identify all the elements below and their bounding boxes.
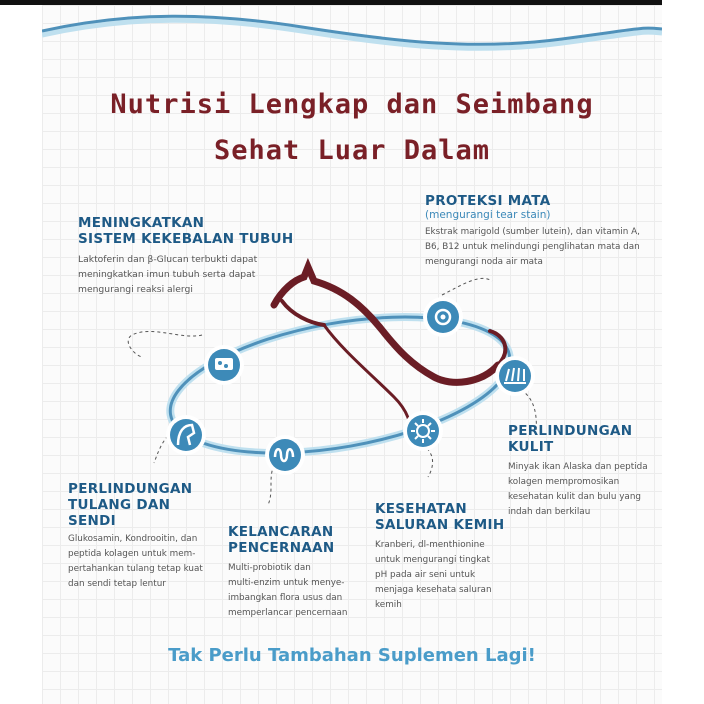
page-title: Nutrisi Lengkap dan Seimbang <box>110 89 594 120</box>
bone-body-line: peptida kolagen untuk mem- <box>68 549 196 559</box>
digestion-body-line: multi-enzim untuk menye- <box>228 578 345 588</box>
immune-body-line: mengurangi reaksi alergi <box>78 284 193 295</box>
immune-section <box>78 215 308 297</box>
bone-icon <box>166 415 206 455</box>
digestion-icon <box>265 435 305 475</box>
skin-heading-1: PERLINDUNGAN <box>508 423 633 439</box>
eye-section <box>425 193 657 270</box>
bone-body-line: dan sendi tetap lentur <box>68 579 166 589</box>
urinary-icon <box>403 411 443 451</box>
cat-silhouette <box>274 267 505 437</box>
eye-icon <box>423 297 463 337</box>
digestion-section <box>228 524 378 621</box>
digestion-body <box>228 561 378 621</box>
bone-body <box>68 532 228 592</box>
right-margin <box>662 0 704 704</box>
digestion-body-line: imbangkan flora usus dan <box>228 593 343 603</box>
urinary-heading-1: KESEHATAN <box>375 501 467 517</box>
immune-heading-1: MENINGKATKAN <box>78 215 205 231</box>
eye-body <box>425 225 657 270</box>
digestion-heading-2: PENCERNAAN <box>228 540 335 556</box>
eye-subheading: (mengurangi tear stain) <box>425 209 551 221</box>
eye-body-line: mengurangi noda air mata <box>425 257 543 267</box>
urinary-section <box>375 501 525 613</box>
bone-heading-1: PERLINDUNGAN <box>68 481 193 497</box>
urinary-body-line: Kranberi, dl-menthionine <box>375 540 485 550</box>
immune-body <box>78 252 308 297</box>
page-subtitle: Sehat Luar Dalam <box>213 135 491 166</box>
skin-icon <box>495 356 535 396</box>
skin-body-line: kolagen mempromosikan <box>508 477 620 487</box>
eye-body-line: Ekstrak marigold (sumber lutein), dan vitamin A, <box>425 227 640 237</box>
immune-body-line: meningkatkan imun tubuh serta dapat <box>78 269 256 280</box>
digestion-body-line: memperlancar pencernaan <box>228 608 348 618</box>
urinary-body <box>375 538 525 613</box>
skin-body <box>508 460 658 520</box>
urinary-body-line: menjaga kesehata saluran <box>375 585 492 595</box>
eye-body-line: B6, B12 untuk melindungi penglihatan mata dan <box>425 242 640 252</box>
skin-body-line: Minyak ikan Alaska dan peptida <box>508 462 648 472</box>
bone-heading-2: TULANG DAN <box>68 497 171 513</box>
bone-body-line: Glukosamin, Kondrooitin, dan <box>68 534 198 544</box>
skin-section <box>508 423 658 520</box>
immune-body-line: Laktoferin dan β-Glucan terbukti dapat <box>78 254 258 265</box>
bone-heading-3: SENDI <box>68 513 116 529</box>
bone-section <box>68 481 228 592</box>
connector-lines <box>128 278 536 505</box>
eye-heading: PROTEKSI MATA <box>425 193 551 209</box>
bone-body-line: pertahankan tulang tetap kuat <box>68 564 203 574</box>
immune-heading-2: SISTEM KEKEBALAN TUBUH <box>78 231 294 247</box>
urinary-body-line: pH pada air seni untuk <box>375 570 476 580</box>
immune-icon <box>204 345 244 385</box>
urinary-body-line: kemih <box>375 600 402 610</box>
infographic <box>42 5 662 704</box>
urinary-body-line: untuk mengurangi tingkat <box>375 555 491 565</box>
digestion-body-line: Multi-probiotik dan <box>228 563 311 573</box>
skin-body-line: kesehatan kulit dan bulu yang <box>508 492 641 502</box>
footer-tagline: Tak Perlu Tambahan Suplemen Lagi! <box>168 645 536 666</box>
skin-heading-2: KULIT <box>508 439 554 455</box>
digestion-heading-1: KELANCARAN <box>228 524 334 540</box>
urinary-heading-2: SALURAN KEMIH <box>375 517 505 533</box>
skin-body-line: indah dan berkilau <box>508 507 591 517</box>
